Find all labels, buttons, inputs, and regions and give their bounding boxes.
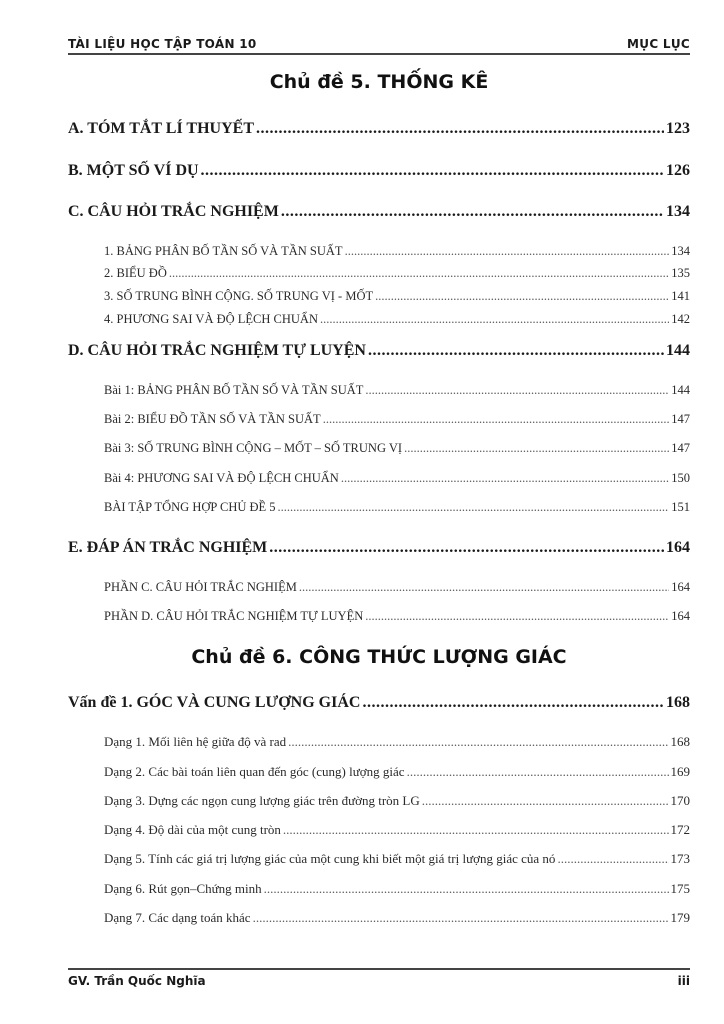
toc-subentry-page: 147 bbox=[671, 412, 690, 426]
toc-entry[interactable] bbox=[68, 120, 690, 138]
toc-leader bbox=[375, 289, 669, 304]
toc-leader bbox=[264, 881, 669, 897]
toc-subentry-page: 141 bbox=[671, 289, 690, 303]
toc-entry-label: C. CÂU HỎI TRẮC NGHIỆM bbox=[68, 203, 279, 220]
toc-subentry[interactable] bbox=[104, 764, 690, 780]
toc-leader bbox=[422, 793, 669, 809]
toc-subentry[interactable] bbox=[104, 412, 690, 427]
toc-subentry[interactable] bbox=[104, 734, 690, 750]
toc-subentry-page: 175 bbox=[670, 881, 690, 896]
toc-subentry-page: 169 bbox=[670, 764, 690, 779]
toc-subentry-label: Bài 1: BẢNG PHÂN BỐ TẦN SỐ VÀ TẦN SUẤT bbox=[104, 383, 364, 397]
toc-leader bbox=[407, 764, 669, 780]
toc-entry-label: Vấn đề 1. GÓC VÀ CUNG LƯỢNG GIÁC bbox=[68, 694, 361, 711]
toc-entry-page: 164 bbox=[666, 539, 690, 556]
toc-entry-page: 168 bbox=[666, 694, 690, 711]
toc-subentry[interactable] bbox=[104, 441, 690, 456]
toc-subentry-label: 3. SỐ TRUNG BÌNH CỘNG. SỐ TRUNG VỊ - MỐT bbox=[104, 289, 374, 303]
toc-leader bbox=[201, 162, 664, 180]
toc-subentry-label: Dạng 4. Độ dài của một cung tròn bbox=[104, 822, 281, 837]
toc-entry-label: A. TÓM TẮT LÍ THUYẾT bbox=[68, 120, 254, 137]
toc-subentry-page: 151 bbox=[671, 500, 690, 514]
toc-subentry[interactable] bbox=[104, 244, 690, 259]
footer-page-number: iii bbox=[677, 974, 690, 988]
toc-entry-page: 123 bbox=[666, 120, 690, 137]
toc-subentry-page: 144 bbox=[671, 383, 690, 397]
toc-leader bbox=[341, 471, 669, 486]
toc-entry[interactable] bbox=[68, 694, 690, 712]
toc-entry-label: D. CÂU HỎI TRẮC NGHIỆM TỰ LUYỆN bbox=[68, 342, 366, 359]
toc-entry[interactable] bbox=[68, 162, 690, 180]
toc-subentry[interactable] bbox=[104, 910, 690, 926]
topic-title: Chủ đề 6. CÔNG THỨC LƯỢNG GIÁC bbox=[191, 646, 567, 668]
toc-entry-page: 144 bbox=[666, 342, 690, 359]
toc-subentry-label: Dạng 5. Tính các giá trị lượng giác của một cung khi biết một giá trị lượng giác của nó bbox=[104, 851, 556, 866]
toc-subentry[interactable] bbox=[104, 881, 690, 897]
toc-leader bbox=[281, 203, 664, 221]
toc-subentry-page: 173 bbox=[670, 851, 690, 866]
toc-subentry-label: Dạng 6. Rút gọn–Chứng minh bbox=[104, 881, 262, 896]
toc-subentry-page: 150 bbox=[671, 471, 690, 485]
toc-subentry-label: PHẦN D. CÂU HỎI TRẮC NGHIỆM TỰ LUYỆN bbox=[104, 609, 364, 623]
header-divider bbox=[68, 53, 690, 55]
toc-subentry[interactable] bbox=[104, 500, 690, 515]
page-header bbox=[68, 34, 690, 54]
toc-leader bbox=[278, 500, 670, 515]
toc-leader bbox=[256, 120, 664, 138]
toc-subentry[interactable] bbox=[104, 383, 690, 398]
toc-entry[interactable] bbox=[68, 539, 690, 557]
toc-subentry-label: BÀI TẬP TỔNG HỢP CHỦ ĐỀ 5 bbox=[104, 500, 276, 514]
toc-leader bbox=[269, 539, 664, 557]
toc-subentry[interactable] bbox=[104, 266, 690, 281]
toc-subentry[interactable] bbox=[104, 822, 690, 838]
toc-subentry[interactable] bbox=[104, 580, 690, 595]
toc-subentry-label: 1. BẢNG PHÂN BỐ TẦN SỐ VÀ TẦN SUẤT bbox=[104, 244, 343, 258]
toc-subentry-label: Dạng 7. Các dạng toán khác bbox=[104, 910, 251, 925]
toc-subentry-page: 147 bbox=[671, 441, 690, 455]
toc-subentry[interactable] bbox=[104, 851, 690, 867]
toc-subentry-page: 164 bbox=[671, 580, 690, 594]
toc-leader bbox=[323, 412, 670, 427]
header-title: TÀI LIỆU HỌC TẬP TOÁN 10 bbox=[68, 37, 257, 51]
toc-subentry-page: 179 bbox=[670, 910, 690, 925]
toc-subentry[interactable] bbox=[104, 312, 690, 327]
toc-subentry-page: 164 bbox=[671, 609, 690, 623]
toc-subentry-label: Dạng 2. Các bài toán liên quan đến góc (cung) lượng giác bbox=[104, 764, 405, 779]
toc-subentry[interactable] bbox=[104, 793, 690, 809]
toc-subentry-label: 2. BIỂU ĐỒ bbox=[104, 266, 167, 280]
toc-subentry-page: 170 bbox=[670, 793, 690, 808]
topic-title: Chủ đề 5. THỐNG KÊ bbox=[269, 71, 489, 93]
toc-subentry-page: 134 bbox=[671, 244, 690, 258]
toc-leader bbox=[362, 694, 664, 712]
toc-leader bbox=[253, 910, 669, 926]
toc-subentry-label: Bài 3: SỐ TRUNG BÌNH CỘNG – MỐT – SỐ TRUNG VỊ bbox=[104, 441, 403, 455]
toc-leader bbox=[345, 244, 670, 259]
toc-entry[interactable] bbox=[68, 342, 690, 360]
footer-author: GV. Trần Quốc Nghĩa bbox=[68, 974, 206, 988]
toc-leader bbox=[365, 609, 669, 624]
toc-leader bbox=[365, 383, 669, 398]
toc-entry-label: E. ĐÁP ÁN TRẮC NGHIỆM bbox=[68, 539, 268, 556]
header-section: MỤC LỤC bbox=[627, 37, 690, 51]
toc-subentry-label: PHẦN C. CÂU HỎI TRẮC NGHIỆM bbox=[104, 580, 297, 594]
toc-leader bbox=[368, 342, 664, 360]
toc-leader bbox=[288, 734, 668, 750]
toc-subentry-label: 4. PHƯƠNG SAI VÀ ĐỘ LỆCH CHUẨN bbox=[104, 312, 318, 326]
toc-leader bbox=[299, 580, 669, 595]
toc-entry-page: 134 bbox=[666, 203, 690, 220]
footer-divider bbox=[68, 968, 690, 970]
toc-subentry[interactable] bbox=[104, 609, 690, 624]
toc-leader bbox=[320, 312, 669, 327]
toc-subentry-label: Dạng 1. Mối liên hệ giữa độ và rad bbox=[104, 734, 287, 749]
toc-leader bbox=[169, 266, 669, 281]
toc-leader bbox=[283, 822, 669, 838]
toc-subentry[interactable] bbox=[104, 289, 690, 304]
toc-subentry-page: 135 bbox=[671, 266, 690, 280]
toc-subentry-page: 172 bbox=[670, 822, 690, 837]
toc-entry[interactable] bbox=[68, 203, 690, 221]
toc-subentry-label: Dạng 3. Dựng các ngọn cung lượng giác trên đường tròn LG bbox=[104, 793, 420, 808]
toc-leader bbox=[557, 851, 668, 867]
toc-entry-label: B. MỘT SỐ VÍ DỤ bbox=[68, 162, 199, 179]
toc-subentry-page: 168 bbox=[670, 734, 690, 749]
toc-entry-page: 126 bbox=[666, 162, 690, 179]
toc-subentry-page: 142 bbox=[671, 312, 690, 326]
toc-subentry[interactable] bbox=[104, 471, 690, 486]
toc-subentry-label: Bài 2: BIỂU ĐỒ TẦN SỐ VÀ TẦN SUẤT bbox=[104, 412, 321, 426]
toc-subentry-label: Bài 4: PHƯƠNG SAI VÀ ĐỘ LỆCH CHUẨN bbox=[104, 471, 339, 485]
toc-leader bbox=[404, 441, 669, 456]
